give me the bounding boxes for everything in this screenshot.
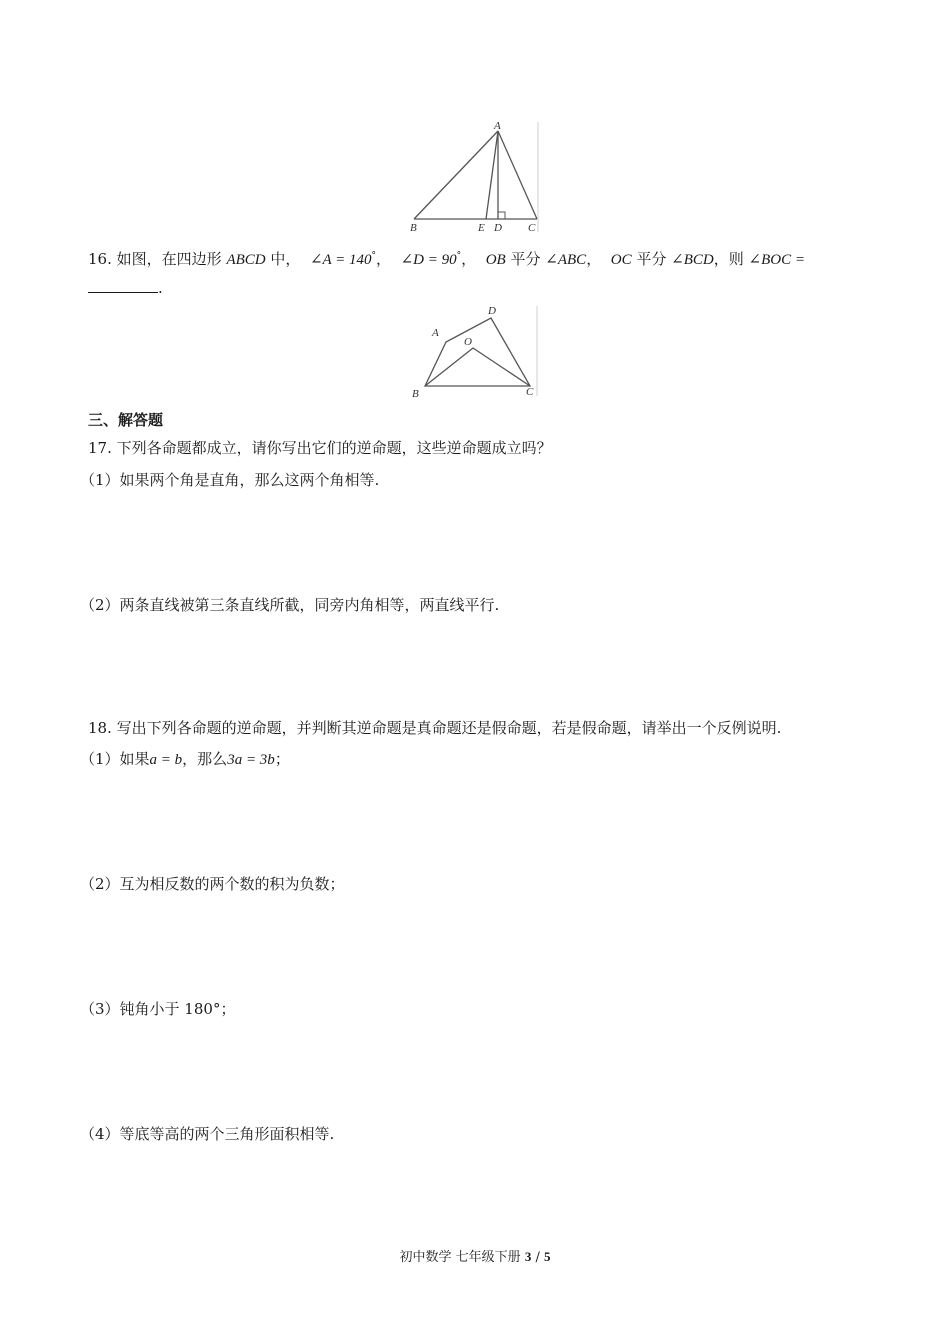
question-17-part-2: （2）两条直线被第三条直线所截，同旁内角相等，两直线平行. xyxy=(80,596,500,614)
label-b: B xyxy=(412,388,419,400)
figure-triangle-abc xyxy=(408,118,542,236)
segment-ab xyxy=(414,131,498,219)
right-angle-mark xyxy=(498,212,505,219)
question-18-part-3: （3）钝角小于 180°； xyxy=(80,1000,236,1018)
q16-number: 16. xyxy=(88,250,112,268)
question-18-part-2: （2）互为相反数的两个数的积为负数； xyxy=(80,875,345,893)
segment-ae xyxy=(486,131,498,219)
footer-course: 初中数学 七年级下册 xyxy=(399,1250,521,1265)
question-17-part-1: （1）如果两个角是直角，那么这两个角相等. xyxy=(80,471,380,489)
label-c: C xyxy=(526,386,534,398)
section-title: 三、解答题 xyxy=(88,411,164,429)
question-16: 16. 如图，在四边形 ABCD 中， ∠A = 140°， ∠D = 90°， OB 平分 ∠ABC， OC 平分 ∠BCD，则 ∠BOC = xyxy=(88,250,805,268)
figure-quadrilateral-abcd xyxy=(408,300,542,400)
label-e: E xyxy=(478,222,485,234)
question-18-part-4: （4）等底等高的两个三角形面积相等. xyxy=(80,1125,335,1143)
label-d: D xyxy=(494,222,502,234)
label-c: C xyxy=(528,222,536,234)
q16-answer-blank: . xyxy=(88,278,163,298)
question-18-stem: 18. 写出下列各命题的逆命题，并判断其逆命题是真命题还是假命题，若是假命题，请举出一个反例说明. xyxy=(88,719,782,737)
answer-blank-line xyxy=(88,278,158,293)
page-footer: 初中数学 七年级下册 3 / 5 xyxy=(399,1249,551,1265)
question-17-stem: 17. 下列各命题都成立，请你写出它们的逆命题，这些逆命题成立吗？ xyxy=(88,439,552,457)
label-a: A xyxy=(432,327,439,339)
label-a: A xyxy=(494,120,501,132)
question-18-part-1: （1）如果a = b，那么3a = 3b； xyxy=(80,750,290,768)
segment-ac xyxy=(498,131,537,219)
label-o: O xyxy=(464,336,472,348)
label-b: B xyxy=(410,222,417,234)
footer-page-number: 3 xyxy=(524,1249,532,1264)
label-d: D xyxy=(488,305,496,317)
footer-total-pages: 5 xyxy=(543,1249,551,1264)
